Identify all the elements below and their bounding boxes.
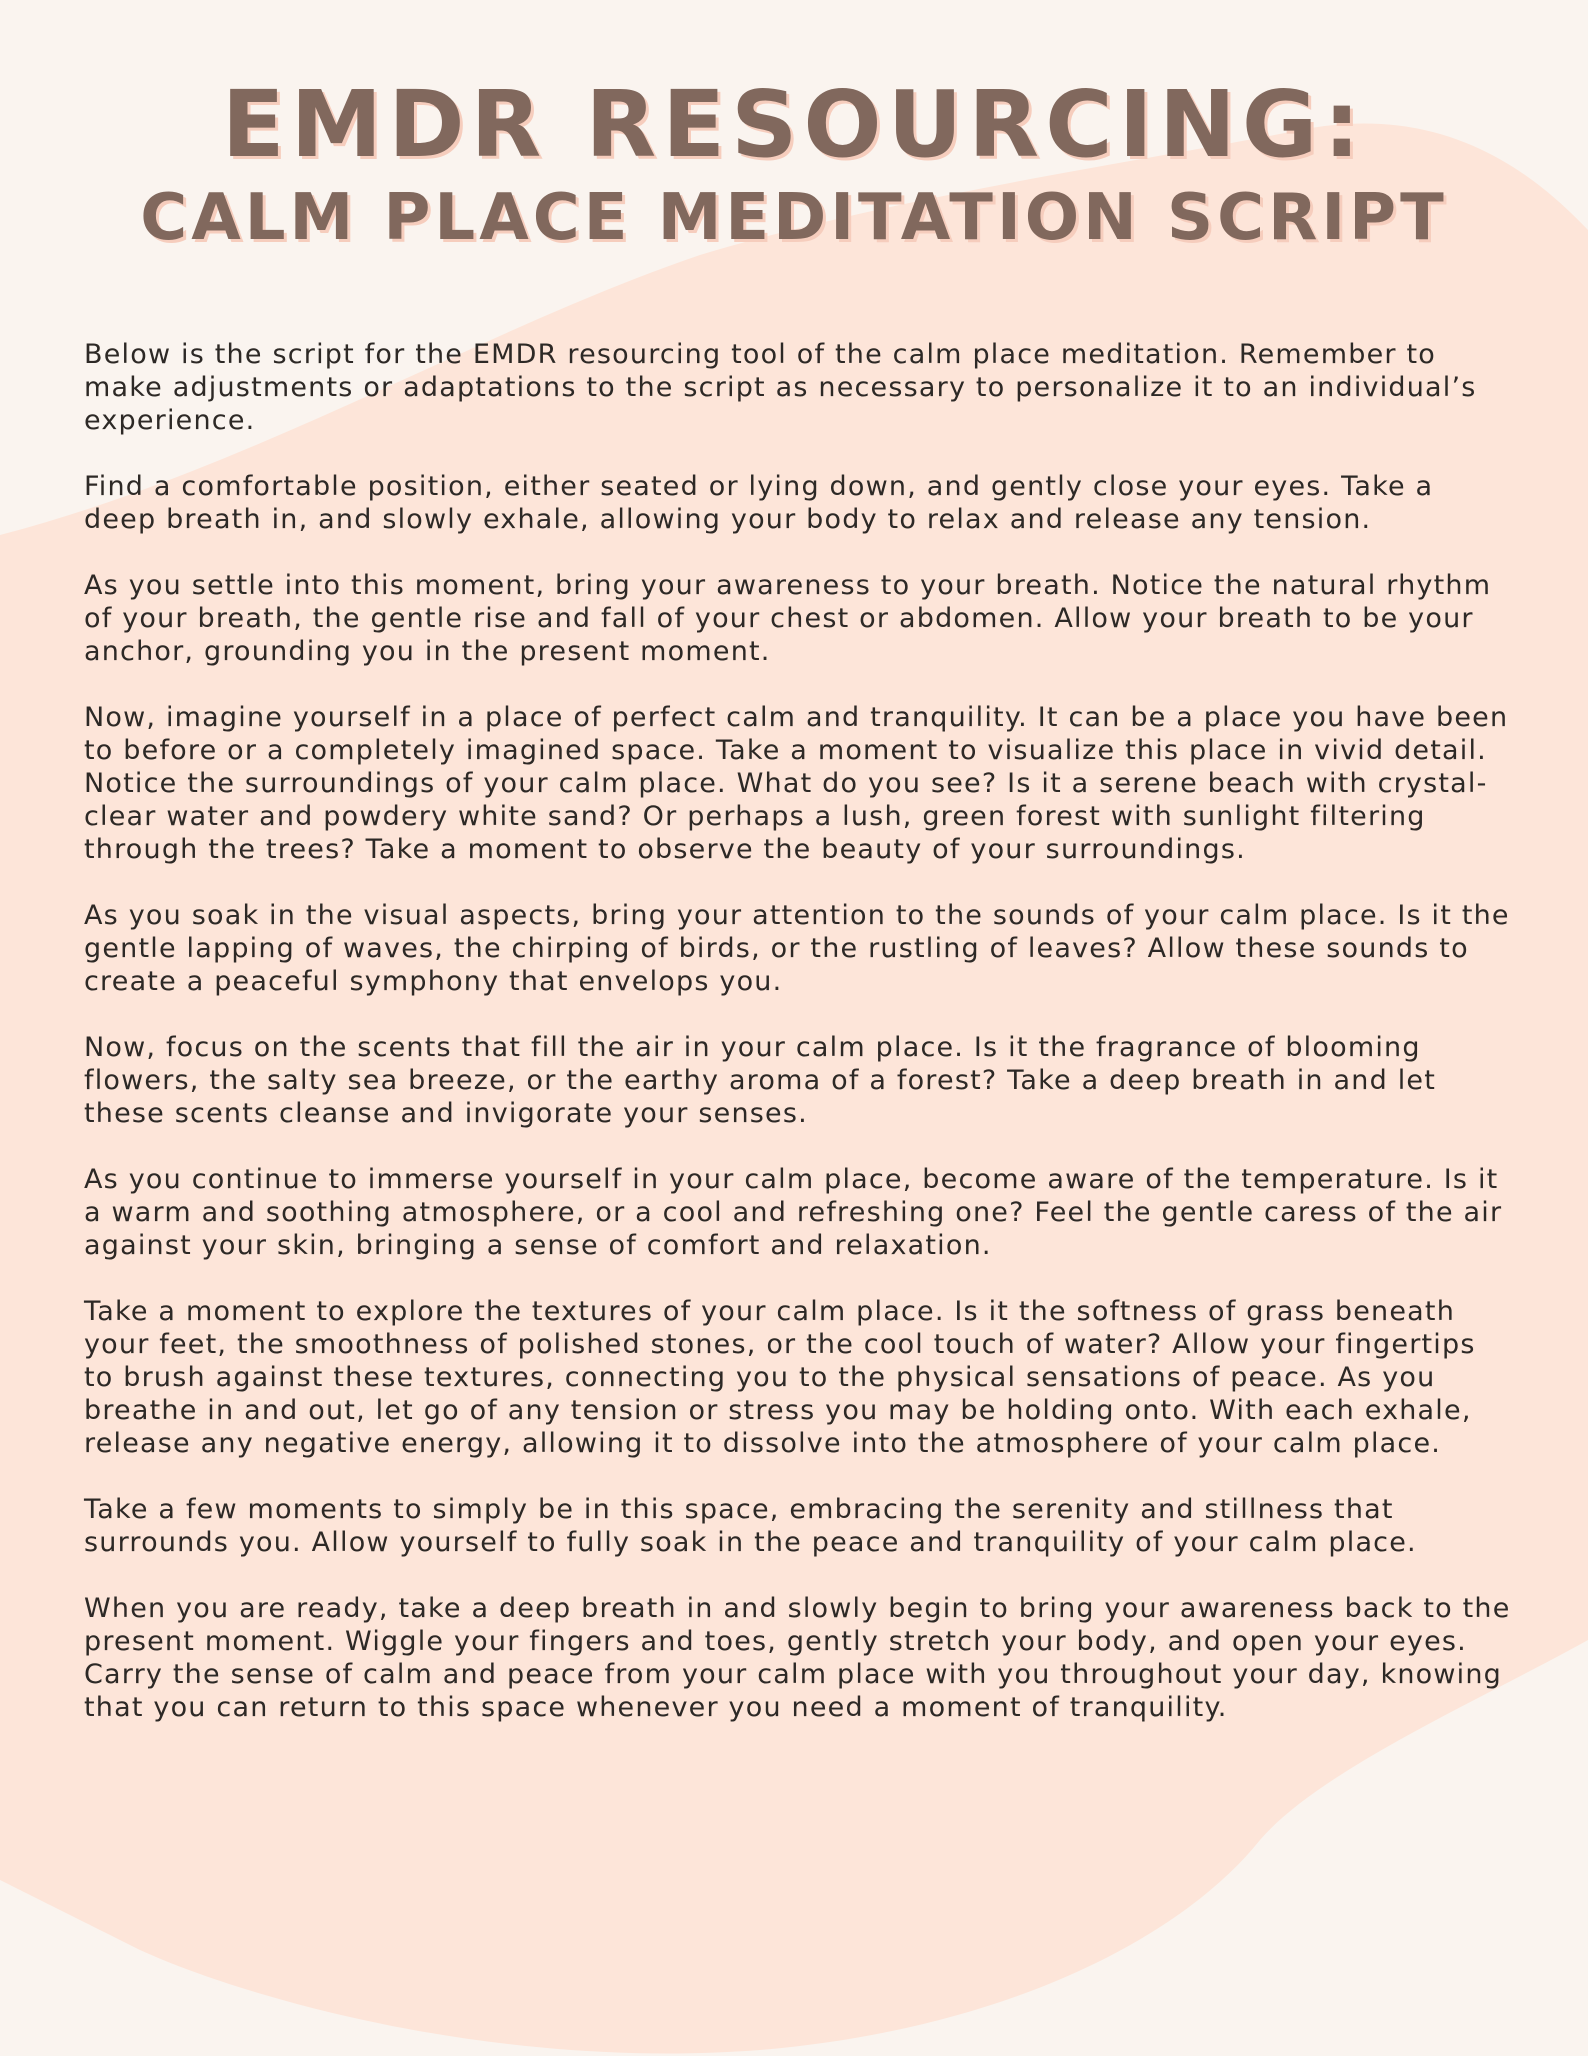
page-subtitle: CALM PLACE MEDITATION SCRIPT [140, 181, 1448, 255]
paragraph-position: Find a comfortable position, either seated or lying down, and gently close your eyes. Take a deep breath in, and slowly exhale, allowing your body to relax and release any tension. [84, 471, 1434, 535]
script-body [84, 338, 1514, 1757]
paragraph-scents: Now, focus on the scents that fill the air in your calm place. Is it the fragrance of blooming flowers, the salty sea breeze, or the earthy aroma of a forest? Take a deep breath in and let these scents cleanse and invigorate your senses. [84, 1032, 1436, 1129]
paragraph-temperature: As you continue to immerse yourself in your calm place, become aware of the temperature. Is it a warm and soothing atmosphere, or a cool and refreshing one? Feel the gentle caress of the air against your skin, bringing a sense of comfort and relaxation. [84, 1164, 1503, 1261]
paragraph-intro: Below is the script for the EMDR resourcing tool of the calm place meditation. Remember to make adjustments or adaptations to the script as necessary to personalize it to an individual’s experience. [84, 339, 1477, 436]
paragraph-return: When you are ready, take a deep breath in and slowly begin to bring your awareness back to the present moment. Wiggle your fingers and toes, gently stretch your body, and open your eyes. Carry the sense of calm and peace from your calm place with you throughout your day, knowing that you can return to this space whenever you need a moment of tranquility. [84, 1593, 1511, 1723]
paragraph-breath: As you settle into this moment, bring your awareness to your breath. Notice the natural rhythm of your breath, the gentle rise and fall of your chest or abdomen. Allow your breath to be your anchor, grounding you in the present moment. [84, 570, 1492, 667]
page-title: EMDR RESOURCING: [221, 71, 1367, 178]
paragraph-textures: Take a moment to explore the textures of your calm place. Is it the softness of grass beneath your feet, the smoothness of polished stones, or the cool touch of water? Allow your fingertips to brush against these textures, connecting you to the physical sensations of peace. As you breathe in and out, let go of any tension or stress you may be holding onto. With each exhale, release any negative energy, allowing it to dissolve into the atmosphere of your calm place. [84, 1296, 1476, 1459]
paragraph-stillness: Take a few moments to simply be in this space, embracing the serenity and stillness that surrounds you. Allow yourself to fully soak in the peace and tranquility of your calm place. [84, 1494, 1417, 1558]
paragraph-sounds: As you soak in the visual aspects, bring your attention to the sounds of your calm place. Is it the gentle lapping of waves, the chirping of birds, or the rustling of leaves? Allow these sounds to create a peaceful symphony that envelops you. [84, 900, 1510, 997]
paragraph-imagine: Now, imagine yourself in a place of perfect calm and tranquility. It can be a place you have been to before or a completely imagined space. Take a moment to visualize this place in vivid detail. Notice the surroundings of your calm place. What do you see? Is it a serene beach with crystal-clear water and powdery white sand? Or perhaps a lush, green forest with sunlight filtering through the trees? Take a moment to observe the beauty of your surroundings. [84, 702, 1509, 865]
